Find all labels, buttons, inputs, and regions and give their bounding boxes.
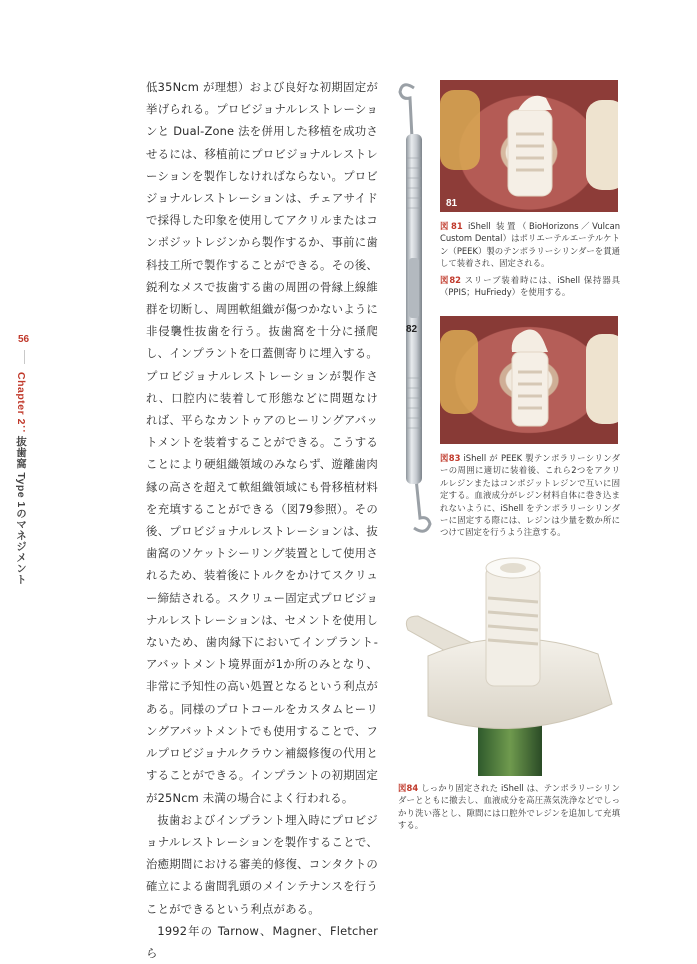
chapter-running-head [14,372,29,585]
page-number: 56 [18,334,30,345]
chapter-label: Chapter 2： [15,372,27,436]
figure-83-caption-text: iShell が PEEK 製テンポラリーシリンダーの周囲に適切に装着後、これら2つをアクリルレジンまたはコンポジットレジンで互いに固定する。血液成分がレジン材料自体に巻き込まれないように、iShell をテンポラリーシリンダーに固定する際には、レジンは少量を数か所につけて固定を行うよう注意する。 [440,453,620,538]
body-paragraph: 1992年の Tarnow、Magner、Fletcher ら [146,923,378,960]
figure-82-label: 82 [406,324,418,335]
figure-83-caption [440,452,620,539]
figure-81-caption-text: iShell 装置（BioHorizons／Vulcan Custom Dental）はポリエーテルエーテルケトン（PEEK）製のテンポラリーシリンダーを貫通して装着され、固定される。 [440,221,621,269]
figure-82-caption [440,274,620,299]
body-text [146,76,378,964]
figure-81-photo [440,80,618,212]
figure-83-number: 図83 [440,453,461,463]
figure-81-caption [440,220,620,270]
ishell-cylinder-assembly-image [398,546,620,776]
ishell-holder-instrument-image [392,78,436,538]
figure-81-label: 81 [446,198,458,209]
ishell-sleeve-image [440,80,618,212]
figure-84-number: 図84 [398,783,419,793]
figure-83-photo [440,316,618,444]
ishell-resin-fixation-image [440,316,618,444]
body-paragraph: 低35Ncm が理想）および良好な初期固定が挙げられる。プロビジョナルレストレーションと Dual-Zone 法を併用した移植を成功させるには、移植前にプロビジョナルレストレーションを製作しなければならない。プロビジョナルレストレーションは、チェアサイドで採得した印象を使用してアクリルまたはコンポジットレジンから製作するか、事前に歯科技工所で製作することができる。その後、鋭利なメスで抜歯する歯の周囲の骨縁上線維群を切断し、周囲軟組織が傷つかないように非侵襲性抜歯を行う。抜歯窩を十分に掻爬し、インプラントを口蓋側寄りに埋入する。プロビジョナルレストレーションが製作され、口腔内に装着して形態などに問題なければ、平らなカントゥアのヒーリングアバットメントを装着することができる。こうすることにより硬組織領域のみならず、遊離歯肉縁の高さを超えて軟組織領域にも骨移植材料を充填することができる（図79参照）。その後、プロビジョナルレストレーションは、抜歯窩のソケットシーリング装置として使用されるため、装着後にトルクをかけてスクリュー締結される。スクリュー固定式プロビジョナルレストレーションは、セメントを使用しないため、歯肉縁下においてインプラント‐アバットメント境界面が1か所のみとなり、非常に予知性の高い処置となるという利点がある。同様のプロトコールをカスタムヒーリングアバットメントでも使用することで、フルプロビジョナルクラウン補綴修復の代用とすることができる。インプラントの初期固定が25Ncm 未満の場合によく行われる。 [146,80,378,805]
figure-84-caption-text: しっかり固定された iShell は、テンポラリーシリンダーとともに撤去し、血液成分を高圧蒸気洗浄などでしっかり洗い落とし、隙間には口腔外でレジンを追加して充填する。 [398,783,620,831]
body-paragraph: 抜歯およびインプラント埋入時にプロビジョナルレストレーションを製作することで、治癒期間における審美的修復、コンタクトの確立による歯間乳頭のメインテナンスを行うことができるという利点がある。 [146,812,378,916]
figure-82-number: 図82 [440,275,461,285]
chapter-title: 抜歯窩 Type 1のマネジメント [15,435,27,585]
page-number-divider [24,350,25,364]
figure-81-number: 図81 [440,221,463,231]
figure-84-caption [398,782,620,832]
figure-82-caption-text: スリーブ装着時には、iShell 保持器具（PPIS；HuFriedy）を使用する。 [440,275,621,298]
figure-84-photo [398,546,620,776]
